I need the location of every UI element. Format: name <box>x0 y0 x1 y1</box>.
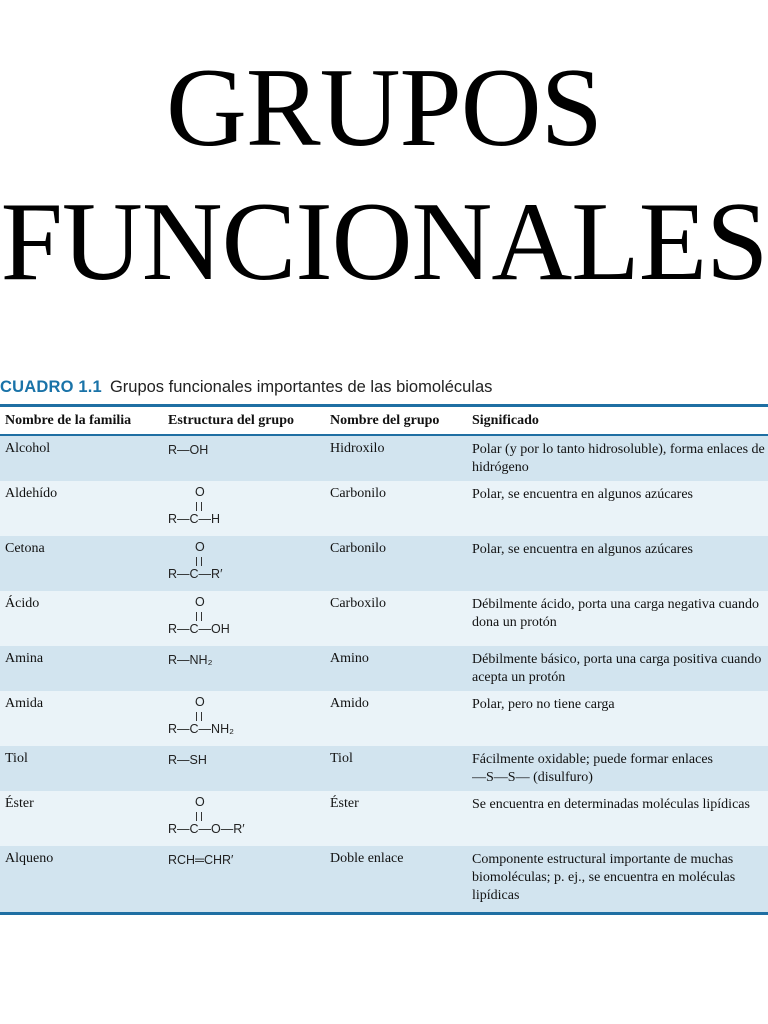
cell-grupo: Amino <box>330 651 369 666</box>
significado-line: Polar, pero no tiene carga <box>472 697 615 712</box>
cell-grupo: Carbonilo <box>330 541 386 556</box>
page-title-line-1: GRUPOS <box>166 46 602 170</box>
cell-estructura <box>168 481 330 536</box>
cell-grupo: Amido <box>330 696 369 711</box>
significado-line: lipídicas <box>472 888 520 903</box>
cell-familia: Ácido <box>5 596 40 611</box>
double-bond-mark <box>196 812 202 821</box>
caption-text: Grupos funcionales importantes de las biomoléculas <box>109 378 493 396</box>
cell-significado <box>472 691 768 746</box>
table-row <box>0 591 768 646</box>
significado-line: Polar (y por lo tanto hidrosoluble), forma enlaces de <box>472 442 765 457</box>
header-estructura: Estructura del grupo <box>168 412 294 428</box>
significado-line: acepta un protón <box>472 670 566 685</box>
structure-formula: R—C—H <box>168 512 221 526</box>
cell-estructura <box>168 536 330 591</box>
significado-line: Débilmente ácido, porta una carga negativa cuando <box>472 597 760 612</box>
header-significado: Significado <box>472 412 539 428</box>
structure-oxygen: O <box>195 795 205 809</box>
cell-estructura <box>168 691 330 746</box>
table-row <box>0 846 768 912</box>
structure-formula: R—C—NH₂ <box>168 722 234 736</box>
cell-estructura <box>168 646 330 691</box>
table-row <box>0 791 768 846</box>
structure-oxygen: O <box>195 540 205 554</box>
table-row <box>0 536 768 591</box>
structure-formula: R—OH <box>168 443 209 457</box>
cell-grupo: Tiol <box>330 751 353 766</box>
header-familia: Nombre de la familia <box>5 412 132 428</box>
cell-familia: Aldehído <box>5 486 58 501</box>
cell-estructura <box>168 846 330 912</box>
double-bond-mark <box>196 612 202 621</box>
table-caption <box>0 378 768 404</box>
cell-grupo: Carbonilo <box>330 486 386 501</box>
structure-oxygen: O <box>195 595 205 609</box>
cell-significado <box>472 591 768 646</box>
significado-line: —S—S— (disulfuro) <box>472 770 593 785</box>
significado-line: Fácilmente oxidable; puede formar enlaces <box>472 752 714 767</box>
cell-familia: Amina <box>5 651 44 666</box>
double-bond-mark <box>196 502 202 511</box>
table-row <box>0 746 768 791</box>
structure-oxygen: O <box>195 485 205 499</box>
cell-significado <box>472 846 768 912</box>
double-bond-mark <box>196 557 202 566</box>
functional-groups-table <box>0 404 768 915</box>
significado-line: Componente estructural importante de muchas <box>472 852 734 867</box>
structure-formula: R—C—O—R′ <box>168 822 245 836</box>
table-row <box>0 481 768 536</box>
table-row <box>0 646 768 691</box>
cell-familia: Tiol <box>5 751 28 766</box>
cell-grupo: Hidroxilo <box>330 441 385 456</box>
structure-formula: R—SH <box>168 753 207 767</box>
cell-estructura <box>168 591 330 646</box>
cell-significado <box>472 746 768 791</box>
cell-familia: Alcohol <box>5 441 51 456</box>
cell-grupo: Doble enlace <box>330 851 404 866</box>
structure-formula: R—C—OH <box>168 622 230 636</box>
header-grupo: Nombre del grupo <box>330 412 440 428</box>
cell-estructura <box>168 436 330 481</box>
significado-line: biomoléculas; p. ej., se encuentra en moléculas <box>472 870 736 885</box>
table-header-row <box>0 407 768 436</box>
structure-formula: R—C—R′ <box>168 567 223 581</box>
cell-estructura <box>168 791 330 846</box>
cell-grupo: Carboxilo <box>330 596 386 611</box>
page-title-line-2: FUNCIONALES <box>0 180 768 304</box>
cell-significado <box>472 536 768 591</box>
double-bond-mark <box>196 712 202 721</box>
structure-formula: R—NH₂ <box>168 653 213 667</box>
significado-line: Polar, se encuentra en algunos azúcares <box>472 542 694 557</box>
cell-familia: Amida <box>5 696 44 711</box>
significado-line: Polar, se encuentra en algunos azúcares <box>472 487 694 502</box>
table-row <box>0 691 768 746</box>
cell-familia: Alqueno <box>5 851 54 866</box>
significado-line: dona un protón <box>472 615 557 630</box>
cell-significado <box>472 436 768 481</box>
table-body <box>0 436 768 912</box>
structure-formula: RCH═CHR′ <box>168 853 234 867</box>
table-row <box>0 436 768 481</box>
cell-familia: Cetona <box>5 541 45 556</box>
cell-significado <box>472 646 768 691</box>
cell-significado <box>472 791 768 846</box>
caption-label: CUADRO 1.1 <box>0 378 102 396</box>
cell-significado <box>472 481 768 536</box>
cell-familia: Éster <box>5 796 34 811</box>
cell-grupo: Éster <box>330 796 359 811</box>
significado-line: hidrógeno <box>472 460 529 475</box>
significado-line: Débilmente básico, porta una carga positiva cuando <box>472 652 762 667</box>
significado-line: Se encuentra en determinadas moléculas lipídicas <box>472 797 750 812</box>
structure-oxygen: O <box>195 695 205 709</box>
cell-estructura <box>168 746 330 791</box>
